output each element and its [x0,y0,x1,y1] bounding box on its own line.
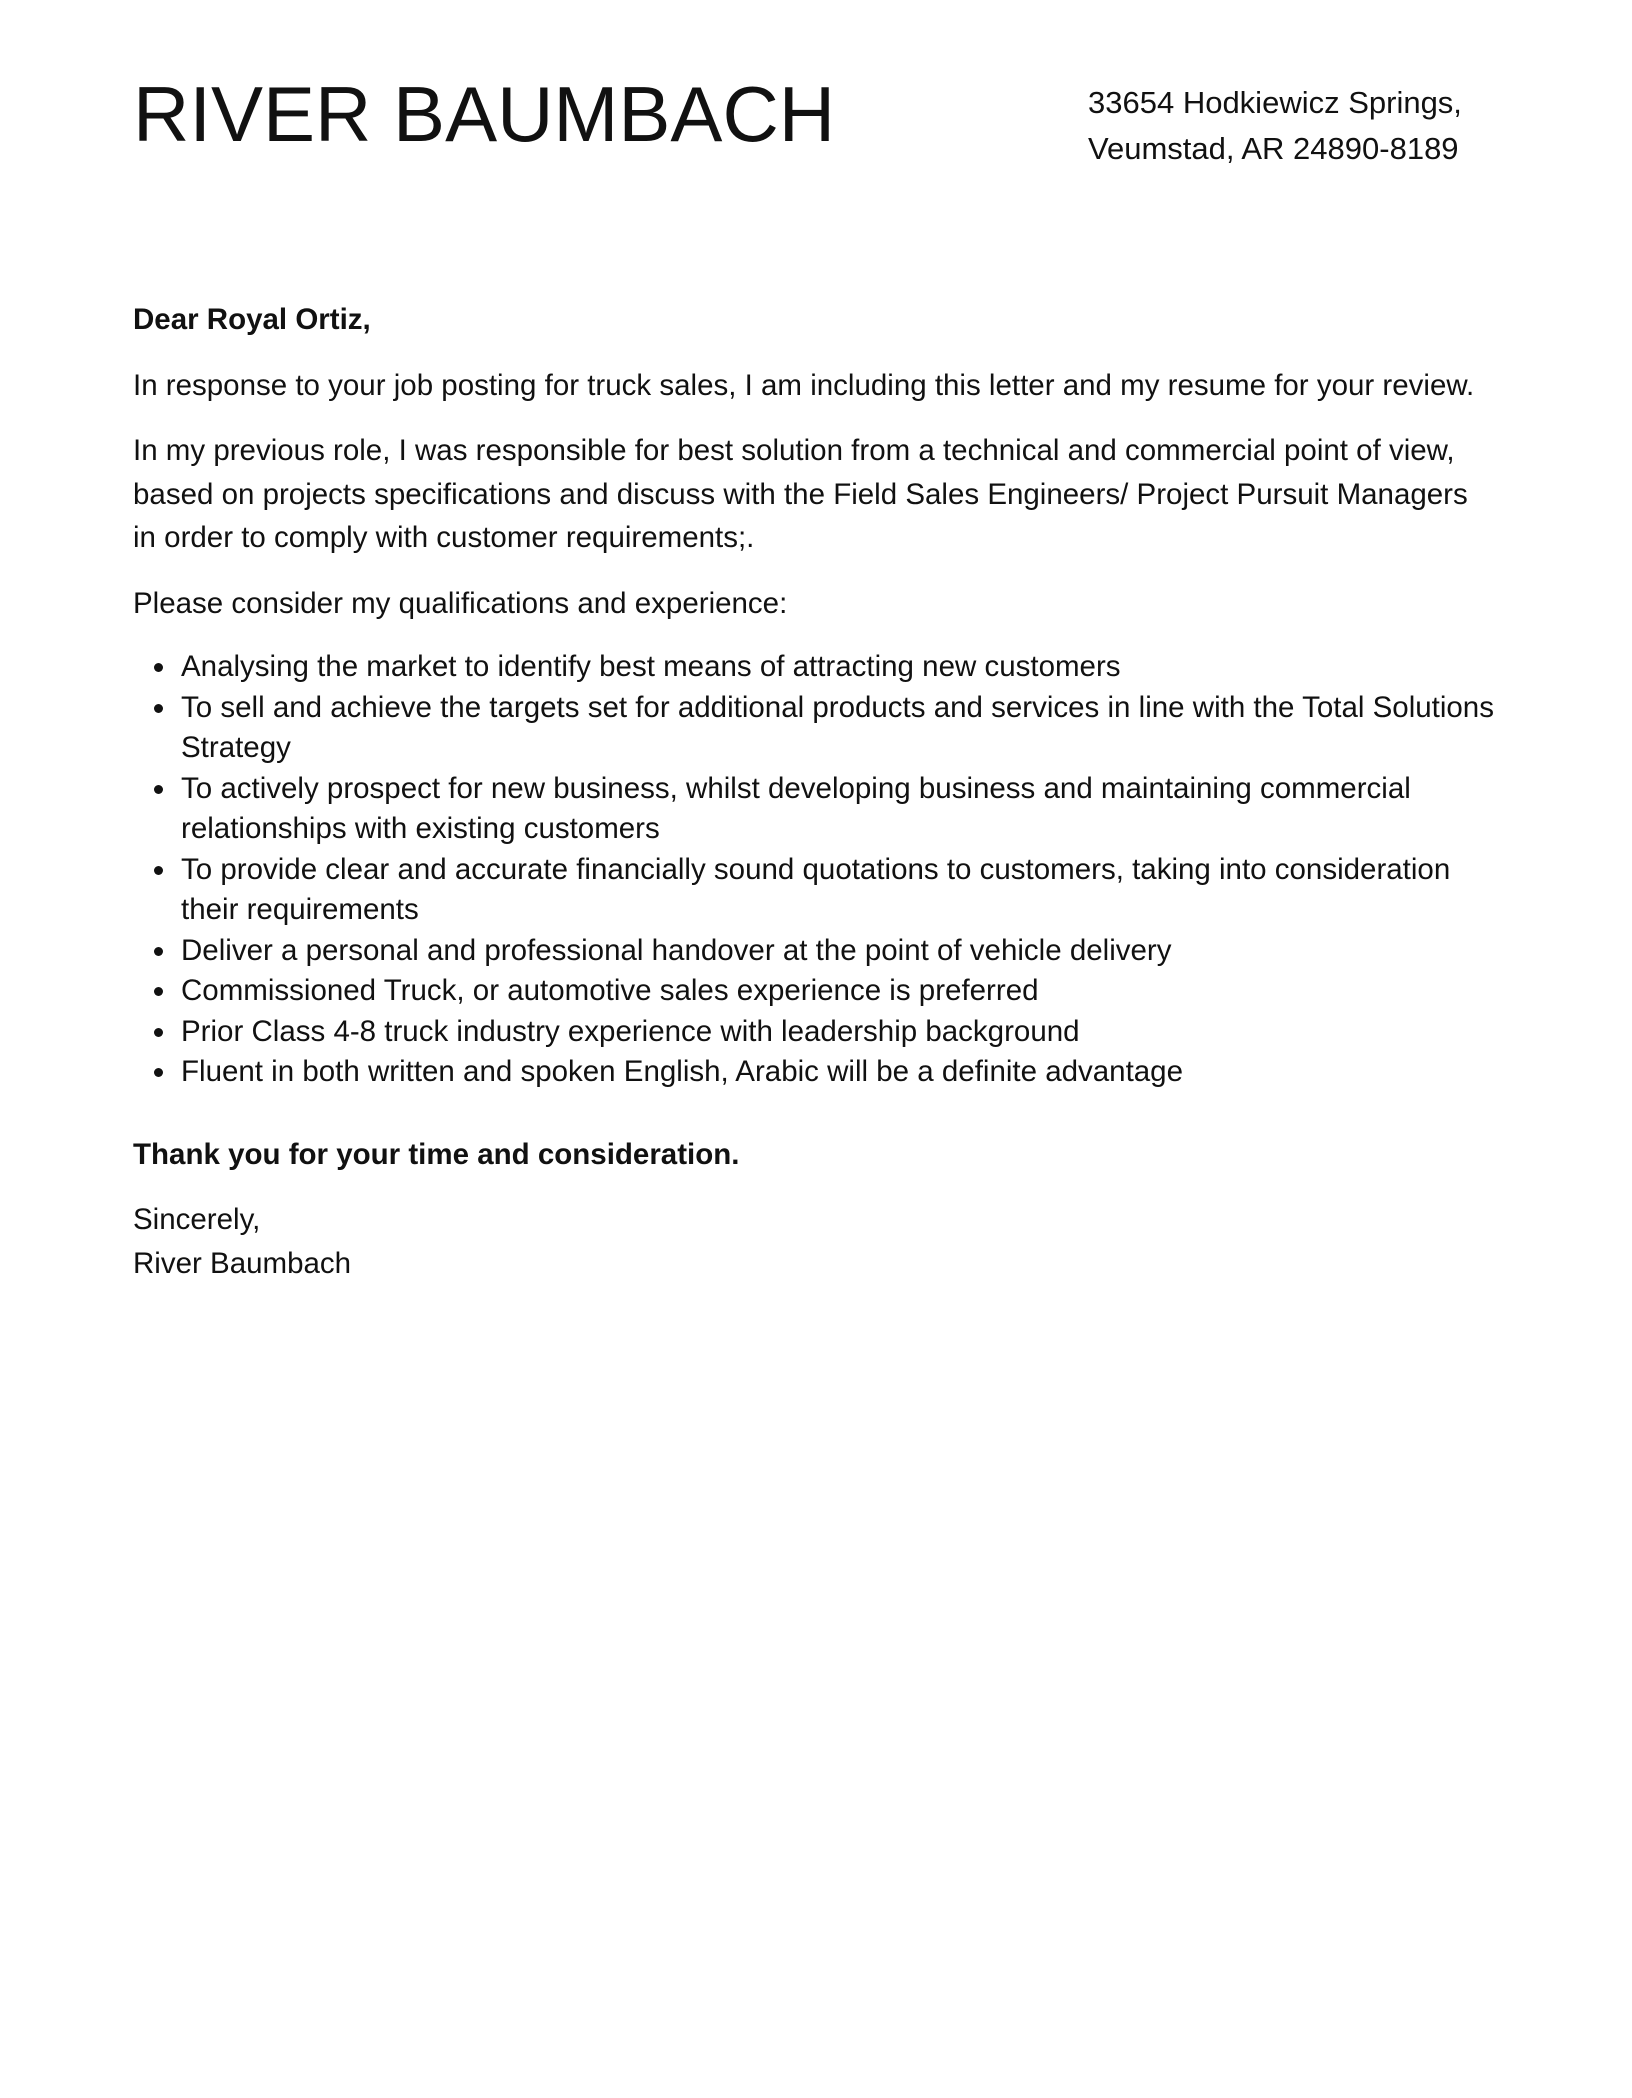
qualification-item: Commissioned Truck, or automotive sales experience is preferred [181,971,1495,1012]
signoff-block [133,1198,1495,1285]
closing-statement: Thank you for your time and consideration. [133,1137,740,1171]
salutation: Dear Royal Ortiz, [133,303,371,336]
qualification-item: To provide clear and accurate financially sound quotations to customers, taking into consideration their requirements [181,850,1495,931]
qualifications-list [133,647,1495,1093]
qualification-item: Fluent in both written and spoken English, Arabic will be a definite advantage [181,1052,1495,1093]
address-line-1: 33654 Hodkiewicz Springs, [1088,85,1462,120]
intro-paragraph: In response to your job posting for truck sales, I am including this letter and my resume for your review. [133,368,1475,402]
signoff: Sincerely, [133,1203,261,1236]
applicant-address [1088,80,1508,172]
qualification-item: Prior Class 4-8 truck industry experience with leadership background [181,1012,1495,1053]
qualification-item: To actively prospect for new business, whilst developing business and maintaining commercial relationships with existing customers [181,769,1495,850]
qualifications-intro: Please consider my qualifications and experience: [133,586,788,620]
signature-name: River Baumbach [133,1246,352,1280]
previous-role-paragraph: In my previous role, I was responsible for best solution from a technical and commercial point of view, based on projects specifications and discuss with the Field Sales Engineers/ Project Pursuit Managers in order to comply with customer requirements;. [133,434,1468,554]
address-line-2: Veumstad, AR 24890-8189 [1088,131,1459,166]
qualification-item: To sell and achieve the targets set for additional products and services in line with the Total Solutions Strategy [181,688,1495,769]
applicant-name: RIVER BAUMBACH [133,70,836,158]
qualification-item: Deliver a personal and professional handover at the point of vehicle delivery [181,931,1495,972]
qualification-item: Analysing the market to identify best means of attracting new customers [181,647,1495,688]
letter-body [133,298,1495,1285]
